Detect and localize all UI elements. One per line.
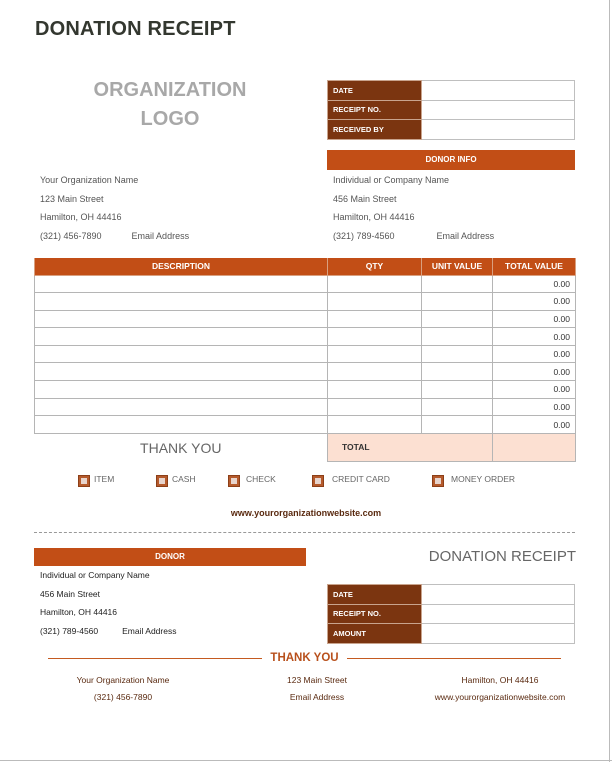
organization-logo-placeholder bbox=[70, 76, 270, 134]
org-phone: (321) 456-7890 bbox=[40, 230, 102, 241]
donor-city: Hamilton, OH 44416 bbox=[333, 212, 415, 222]
org-name: Your Organization Name bbox=[40, 175, 139, 185]
qty-cell[interactable] bbox=[328, 293, 422, 311]
qty-cell[interactable] bbox=[328, 275, 422, 293]
donor-email: Email Address bbox=[436, 230, 495, 241]
organization-address bbox=[40, 171, 189, 245]
table-row bbox=[35, 293, 576, 311]
unit-value-cell[interactable] bbox=[422, 293, 493, 311]
unit-value-cell[interactable] bbox=[422, 381, 493, 399]
footer-column-2 bbox=[242, 672, 392, 706]
table-row bbox=[35, 416, 576, 434]
total-label: TOTAL bbox=[328, 433, 493, 461]
column-header-total-value: TOTAL VALUE bbox=[493, 258, 576, 275]
donation-items-table bbox=[34, 258, 576, 462]
org-city: Hamilton, OH 44416 bbox=[40, 212, 122, 222]
total-value-cell: 0.00 bbox=[493, 363, 576, 381]
total-value-cell: 0.00 bbox=[493, 293, 576, 311]
description-cell[interactable] bbox=[35, 398, 328, 416]
payment-option-label: CASH bbox=[172, 474, 196, 484]
receipt-info-row bbox=[328, 120, 575, 140]
thank-you-banner bbox=[48, 650, 561, 666]
payment-option-label: ITEM bbox=[94, 474, 115, 484]
description-cell[interactable] bbox=[35, 345, 328, 363]
donor-name: Individual or Company Name bbox=[333, 175, 450, 185]
field-label: DATE bbox=[328, 81, 422, 101]
logo-line: LOGO bbox=[140, 108, 200, 130]
cut-line-divider bbox=[34, 532, 575, 533]
description-cell[interactable] bbox=[35, 328, 328, 346]
donor-phone: (321) 789-4560 bbox=[40, 625, 99, 636]
column-header-description: DESCRIPTION bbox=[35, 258, 328, 275]
total-value-cell: 0.00 bbox=[493, 398, 576, 416]
website-link[interactable]: www.yourorganizationwebsite.com bbox=[230, 508, 382, 518]
receipt-info-row bbox=[328, 81, 575, 101]
field-label: RECEIPT NO. bbox=[328, 100, 422, 120]
description-cell[interactable] bbox=[35, 310, 328, 328]
table-header-row bbox=[35, 258, 576, 275]
donor-heading: DONOR bbox=[34, 548, 306, 566]
divider-line bbox=[48, 658, 262, 659]
payment-option-check[interactable] bbox=[228, 474, 276, 487]
donor-phone: (321) 789-4560 bbox=[333, 230, 395, 241]
payment-option-label: CHECK bbox=[246, 474, 276, 484]
donor-address bbox=[333, 171, 494, 245]
stub-info-table bbox=[327, 584, 575, 644]
column-header-qty: QTY bbox=[328, 258, 422, 275]
checkbox-icon[interactable] bbox=[156, 475, 168, 487]
description-cell[interactable] bbox=[35, 275, 328, 293]
description-cell[interactable] bbox=[35, 293, 328, 311]
stub-info-row bbox=[328, 624, 575, 644]
payment-option-cash[interactable] bbox=[156, 474, 196, 487]
unit-value-cell[interactable] bbox=[422, 345, 493, 363]
unit-value-cell[interactable] bbox=[422, 275, 493, 293]
column-header-unit-value: UNIT VALUE bbox=[422, 258, 493, 275]
org-phone: (321) 456-7890 bbox=[93, 692, 153, 702]
unit-value-cell[interactable] bbox=[422, 363, 493, 381]
org-street: 123 Main Street bbox=[40, 193, 104, 204]
receipt-no-field[interactable] bbox=[422, 100, 575, 120]
field-label: RECEIPT NO. bbox=[328, 604, 422, 624]
donor-info-heading: DONOR INFO bbox=[327, 150, 575, 170]
qty-cell[interactable] bbox=[328, 381, 422, 399]
thank-you-heading: THANK YOU bbox=[270, 652, 339, 664]
unit-value-cell[interactable] bbox=[422, 398, 493, 416]
org-website[interactable]: www.yourorganizationwebsite.com bbox=[434, 692, 566, 702]
payment-option-credit-card[interactable] bbox=[312, 474, 390, 487]
org-email: Email Address bbox=[289, 692, 345, 702]
date-field[interactable] bbox=[422, 81, 575, 101]
payment-option-label: MONEY ORDER bbox=[451, 474, 516, 484]
logo-line: ORGANIZATION bbox=[93, 79, 247, 101]
donor-name: Individual or Company Name bbox=[40, 570, 150, 580]
page-edge bbox=[0, 760, 612, 761]
qty-cell[interactable] bbox=[328, 363, 422, 381]
footer-column-1 bbox=[48, 672, 198, 706]
qty-cell[interactable] bbox=[328, 328, 422, 346]
page-title: DONATION RECEIPT bbox=[35, 18, 236, 40]
total-value-cell: 0.00 bbox=[493, 345, 576, 363]
total-value bbox=[493, 433, 576, 461]
qty-cell[interactable] bbox=[328, 416, 422, 434]
field-label: DATE bbox=[328, 585, 422, 605]
org-email: Email Address bbox=[131, 230, 190, 241]
stub-receipt-no-field[interactable] bbox=[422, 604, 575, 624]
checkbox-icon[interactable] bbox=[312, 475, 324, 487]
payment-option-money-order[interactable] bbox=[432, 474, 515, 487]
total-value-cell: 0.00 bbox=[493, 310, 576, 328]
table-row bbox=[35, 381, 576, 399]
table-row bbox=[35, 275, 576, 293]
description-cell[interactable] bbox=[35, 381, 328, 399]
field-label: RECEIVED BY bbox=[328, 120, 422, 140]
unit-value-cell[interactable] bbox=[422, 328, 493, 346]
payment-option-item[interactable] bbox=[78, 474, 114, 487]
total-row bbox=[35, 433, 576, 461]
description-cell[interactable] bbox=[35, 363, 328, 381]
receipt-info-row bbox=[328, 100, 575, 120]
stub-info-row bbox=[328, 585, 575, 605]
org-name: Your Organization Name bbox=[76, 675, 170, 685]
total-value-cell: 0.00 bbox=[493, 416, 576, 434]
total-value-cell: 0.00 bbox=[493, 328, 576, 346]
qty-cell[interactable] bbox=[328, 398, 422, 416]
stub-donor-address bbox=[40, 566, 176, 640]
donor-street: 456 Main Street bbox=[333, 193, 397, 204]
qty-cell[interactable] bbox=[328, 345, 422, 363]
total-value-cell: 0.00 bbox=[493, 275, 576, 293]
table-row bbox=[35, 328, 576, 346]
footer-column-3 bbox=[420, 672, 580, 706]
checkbox-icon[interactable] bbox=[228, 475, 240, 487]
thank-you-text: THANK YOU bbox=[140, 439, 222, 456]
total-value-cell: 0.00 bbox=[493, 381, 576, 399]
org-street: 123 Main Street bbox=[286, 675, 347, 685]
stub-date-field[interactable] bbox=[422, 585, 575, 605]
table-row bbox=[35, 345, 576, 363]
table-row bbox=[35, 310, 576, 328]
checkbox-icon[interactable] bbox=[432, 475, 444, 487]
table-row bbox=[35, 363, 576, 381]
donor-city: Hamilton, OH 44416 bbox=[40, 607, 118, 617]
table-row bbox=[35, 398, 576, 416]
stub-title: DONATION RECEIPT bbox=[428, 548, 576, 565]
qty-cell[interactable] bbox=[328, 310, 422, 328]
page-edge bbox=[609, 0, 610, 762]
received-by-field[interactable] bbox=[422, 120, 575, 140]
receipt-info-table bbox=[327, 80, 575, 140]
description-cell[interactable] bbox=[35, 416, 328, 434]
divider-line bbox=[347, 658, 561, 659]
stub-info-row bbox=[328, 604, 575, 624]
unit-value-cell[interactable] bbox=[422, 416, 493, 434]
donor-street: 456 Main Street bbox=[40, 588, 101, 599]
org-city: Hamilton, OH 44416 bbox=[461, 675, 539, 685]
stub-amount-field[interactable] bbox=[422, 624, 575, 644]
unit-value-cell[interactable] bbox=[422, 310, 493, 328]
field-label: AMOUNT bbox=[328, 624, 422, 644]
checkbox-icon[interactable] bbox=[78, 475, 90, 487]
payment-option-label: CREDIT CARD bbox=[332, 474, 390, 484]
donor-email: Email Address bbox=[122, 625, 177, 636]
